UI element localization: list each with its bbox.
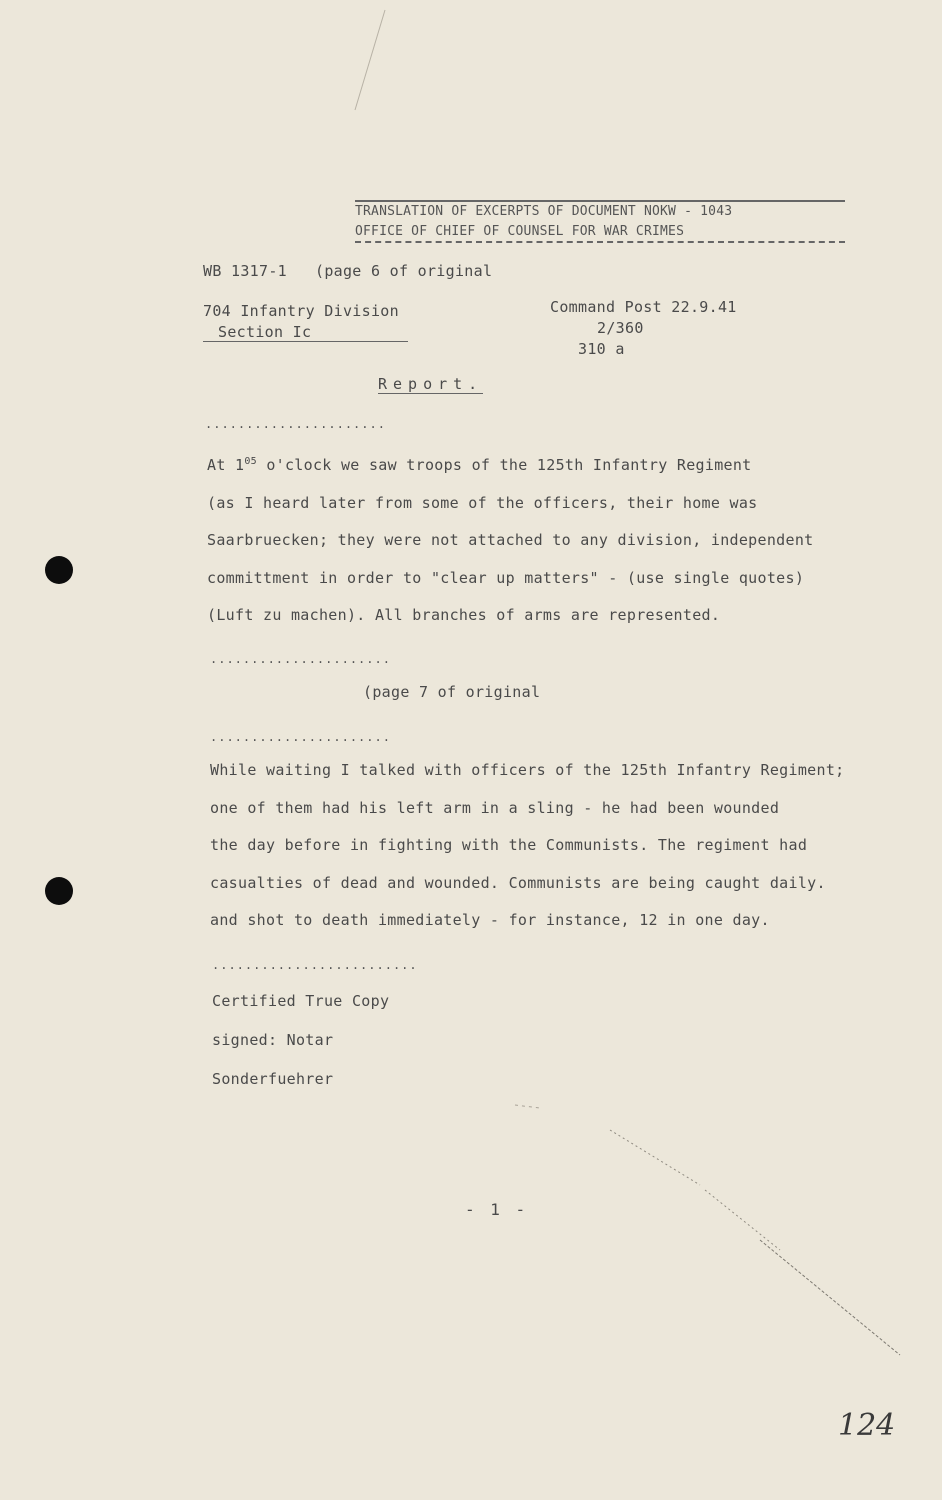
paragraph-1-line-1 bbox=[207, 443, 857, 485]
dots-separator-2: ...................... bbox=[210, 652, 391, 666]
punch-hole-bottom bbox=[45, 877, 73, 905]
reference-line bbox=[203, 262, 492, 280]
page-6-note: (page 6 of original bbox=[314, 262, 493, 280]
header-office: OFFICE OF CHIEF OF COUNSEL FOR WAR CRIMES bbox=[355, 222, 845, 243]
dots-separator-3: ...................... bbox=[210, 730, 391, 744]
report-title bbox=[378, 375, 483, 393]
paragraph-2-line-3: the day before in fighting with the Communists. The regiment had bbox=[210, 836, 808, 854]
dots-separator-4: ......................... bbox=[212, 958, 418, 972]
wb-number: WB 1317-1 bbox=[203, 262, 287, 280]
p1-line1-sup: 05 bbox=[244, 456, 257, 467]
paragraph-2-line-4: casualties of dead and wounded. Communists are being caught daily. bbox=[210, 873, 826, 892]
unit-section-label: Section Ic bbox=[203, 323, 408, 342]
p1-line1-post: o'clock we saw troops of the 125th Infantry Regiment bbox=[256, 456, 752, 474]
paragraph-1-line-2: (as I heard later from some of the officers, their home was bbox=[207, 493, 758, 512]
document-header bbox=[355, 200, 845, 243]
unit-section bbox=[203, 323, 408, 342]
report-title-text: Report. bbox=[378, 375, 484, 393]
paragraph-1-line-4: committment in order to "clear up matters" - (use single quotes) bbox=[207, 568, 805, 587]
dots-separator-1: ...................... bbox=[205, 417, 386, 431]
paragraph-1 bbox=[207, 443, 857, 635]
paragraph-2 bbox=[210, 752, 860, 940]
handwritten-archive-number: 124 bbox=[838, 1408, 896, 1443]
unit-division: 704 Infantry Division bbox=[203, 302, 399, 320]
command-number-1: 2/360 bbox=[597, 319, 644, 337]
command-number-2: 310 a bbox=[578, 340, 625, 358]
certification-line-2: signed: Notar bbox=[212, 1031, 334, 1049]
command-post: Command Post 22.9.41 bbox=[550, 298, 737, 316]
p1-line1-pre: At 1 bbox=[207, 456, 245, 474]
paragraph-2-line-5: and shot to death immediately - for instance, 12 in one day. bbox=[210, 911, 770, 929]
paragraph-1-line-5: (Luft zu machen). All branches of arms are represented. bbox=[207, 606, 721, 624]
paragraph-2-line-1: While waiting I talked with officers of the 125th Infantry Regiment; bbox=[210, 761, 845, 779]
certification-line-3: Sonderfuehrer bbox=[212, 1070, 334, 1088]
paragraph-2-line-2: one of them had his left arm in a sling - he had been wounded bbox=[210, 798, 780, 817]
page-7-note: (page 7 of original bbox=[363, 683, 541, 701]
header-title: TRANSLATION OF EXCERPTS OF DOCUMENT NOKW - 1043 bbox=[355, 200, 845, 219]
punch-hole-top bbox=[45, 556, 73, 584]
paragraph-1-line-3: Saarbruecken; they were not attached to any division, independent bbox=[207, 531, 814, 549]
page-number: - 1 - bbox=[465, 1200, 529, 1219]
certification-line-1: Certified True Copy bbox=[212, 992, 390, 1010]
